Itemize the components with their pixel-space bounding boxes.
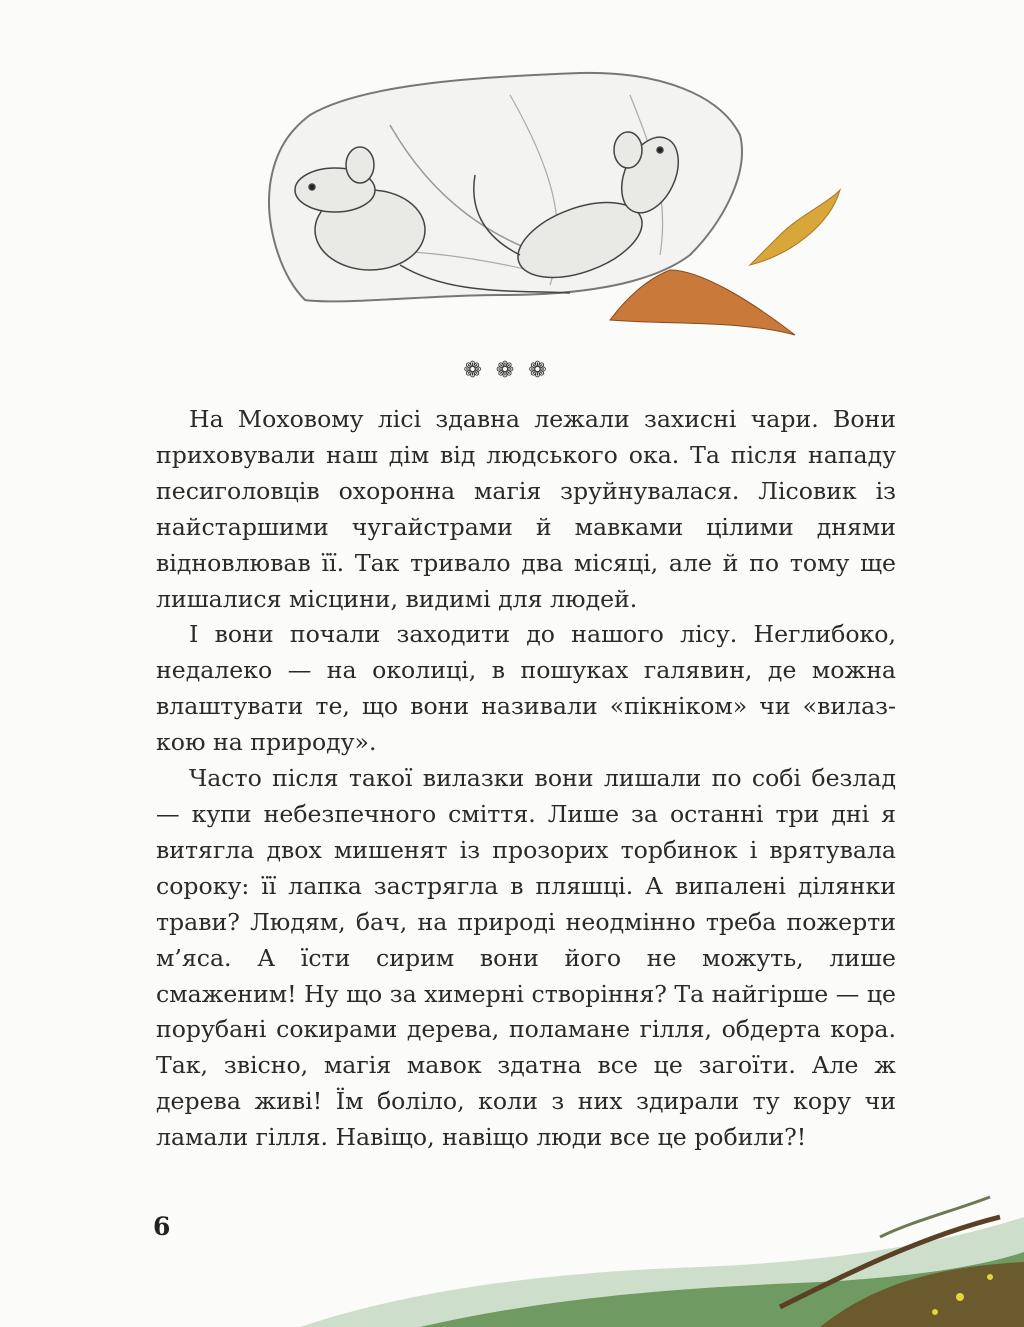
story-text: [156, 402, 896, 1156]
forest-ground-illustration: [0, 1177, 1024, 1327]
paragraph: І вони почали заходити до нашого лісу. Неглибоко, недалеко — на околиці, в пошуках галявин, де можна влаштувати те, що вони називали «пікніком» чи «вилазкою на природу».: [156, 620, 896, 757]
section-divider-ornament: ❁❁❁: [463, 358, 561, 383]
yellow-leaf-drawing: [750, 190, 840, 265]
page-number: 6: [153, 1212, 171, 1241]
paragraph: На Моховому лісі здавна лежали захисні чари. Вони приховували наш дім від людського ока. Та після нападу песиголовців охоронна магія зруйнувалася. Лісовик із найстаршими чугайстрами й мавками цілими днями відновлював її. Так тривало два місяці, але й по тому ще лишалися місцини, видимі для людей.: [156, 405, 896, 613]
paragraph: Часто після такої вилазки вони лишали по собі безлад — купи небезпечного сміття. Лише за останні три дні я витягла двох мишенят із прозорих торбинок і врятувала сороку: її лапка застрягла в пляшці. А випалені ділянки трави? Людям, бач, на природі неодмінно треба пожерти м’яса. А їсти сирим вони його не можуть, лише смаженим! Ну що за химерні створіння? Та найгірше — це порубані сокирами дерева, поламане гілля, обдерта кора. Так, звісно, магія мавок здатна все це загоїти. Але ж дерева живі! Їм боліло, коли з них здирали ту кору чи ламали гілля. Навіщо, навіщо люди все це робили?!: [156, 764, 896, 1152]
mice-in-plastic-bag-illustration: [250, 55, 870, 345]
